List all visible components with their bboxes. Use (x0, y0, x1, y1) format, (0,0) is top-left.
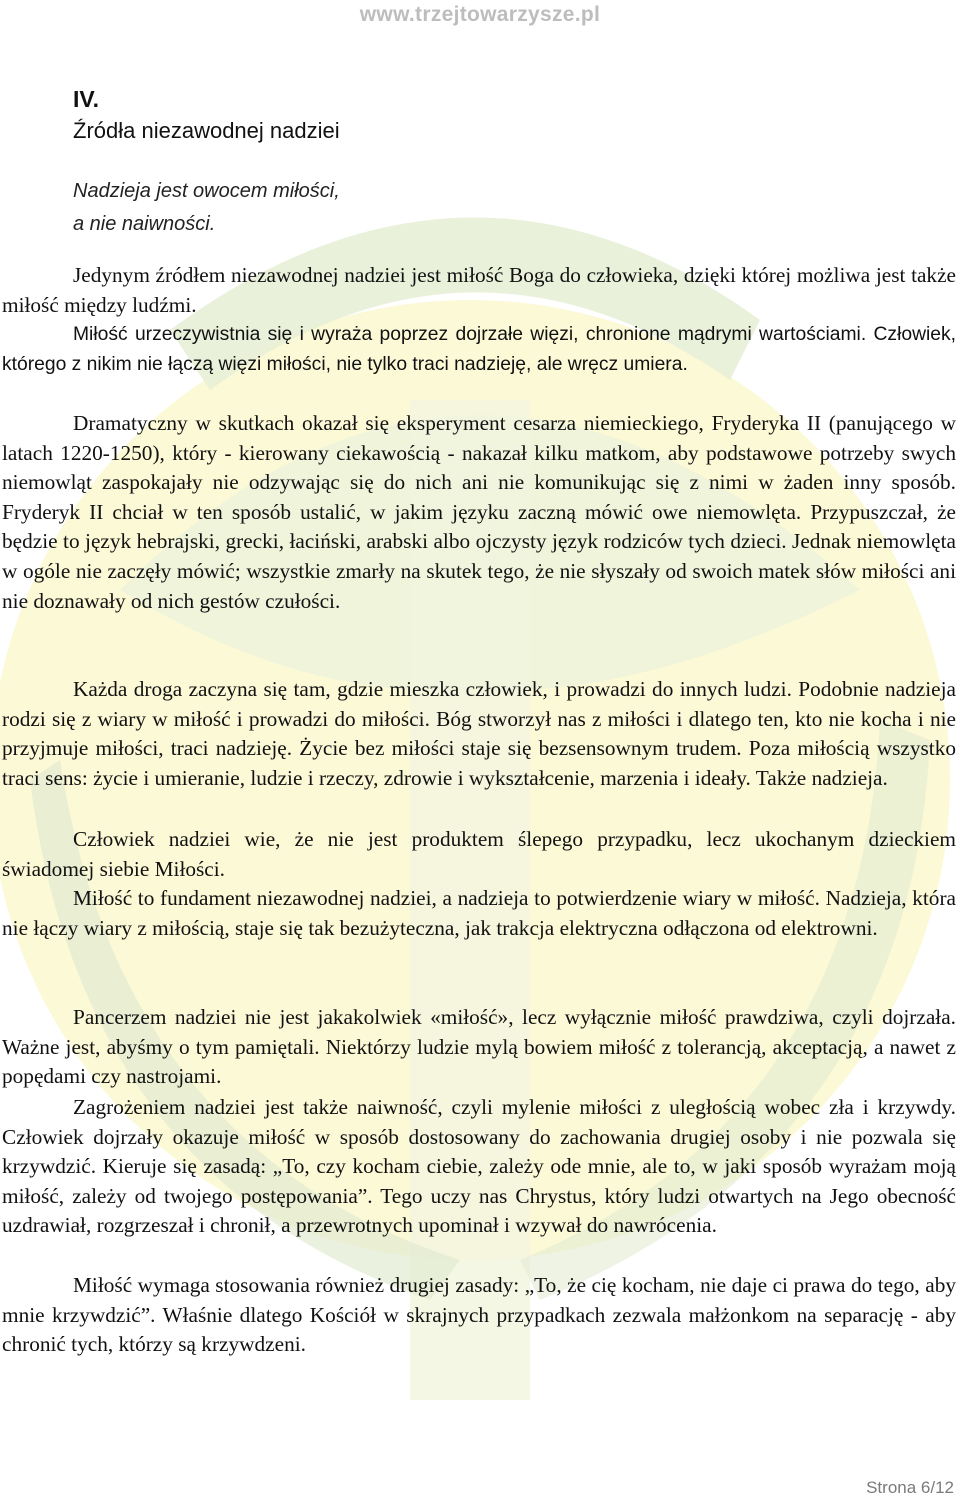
paragraph-3: Dramatyczny w skutkach okazał się eksperyment cesarza niemieckiego, Fryderyka II (panującego w latach 1220-1250), który - kierowany ciekawością - nakazał kilku matkom, aby podstawowe potrzeby swych niemowląt zaspokajały nie odzywając się do nich ani nie komunikując się z nimi w żaden inny sposób. Fryderyk II chciał w ten sposób ustalić, w jakim języku zaczną mówić owe niemowlęta. Przypuszczał, że będzie to język hebrajski, grecki, łaciński, arabski albo ojczysty język rodziców tych dzieci. Jednak niemowlęta w ogóle nie zaczęły mówić; wszystkie zmarły na skutek tego, że nie słyszały od swoich matek słów miłości ani nie doznawały od nich gestów czułości. (2, 411, 956, 613)
paragraph-7: Pancerzem nadziei nie jest jakakolwiek «miłość», lecz wyłącznie miłość prawdziwa, czyli dojrzała. Ważne jest, abyśmy o tym pamiętali. Niektórzy ludzie mylą bowiem miłość z tolerancją, akceptacją, a nawet z popędami czy nastrojami. (2, 1005, 956, 1089)
chapter-title: Źródła niezawodnej nadziei (73, 118, 340, 143)
paragraph-8: Zagrożeniem nadziei jest także naiwność, czyli mylenie miłości z uległością wobec zła i krzywdy. Człowiek dojrzały okazuje miłość w sposób dostosowany do zachowania drugiej osoby i nie pozwala się krzywdzić. Kieruje się zasadą: „To, czy kocham ciebie, zależy ode mnie, ale to, w jaki sposób wyrażam moją miłość, zależy od twojego postępowania”. Tego uczy nas Chrystus, który ludzi otwartych na Jego obecność uzdrawiał, rozgrzeszał i chronił, a przewrotnych upominał i wzywał do nawrócenia. (2, 1095, 956, 1238)
page-number: Strona 6/12 (866, 1478, 954, 1497)
site-url[interactable]: www.trzejtowarzysze.pl (359, 3, 601, 26)
paragraph-6: Miłość to fundament niezawodnej nadziei, a nadzieja to potwierdzenie wiary w miłość. Nadzieja, która nie łączy wiary z miłością, staje się tak bezużyteczna, jak trakcja elektryczna odłączona od elektrowni. (2, 886, 956, 940)
epigraph-line-2: a nie naiwności. (73, 213, 216, 235)
epigraph (73, 175, 340, 241)
paragraph-9: Miłość wymaga stosowania również drugiej zasady: „To, że cię kocham, nie daje ci prawa do tego, aby mnie krzywdzić”. Właśnie dlatego Kościół w skrajnych przypadkach zezwala małżonkom na separację - aby chronić tych, którzy są krzywdzeni. (2, 1273, 956, 1357)
paragraph-5: Człowiek nadziei wie, że nie jest produktem ślepego przypadku, lecz ukochanym dzieckiem świadomej siebie Miłości. (2, 827, 956, 881)
paragraph-4: Każda droga zaczyna się tam, gdzie mieszka człowiek, i prowadzi do innych ludzi. Podobnie nadzieja rodzi się z wiary w miłość i prowadzi do miłości. Bóg stworzył nas z miłości i dlatego ten, kto nie kocha i nie przyjmuje miłości, traci nadzieję. Życie bez miłości staje się bezsensownym trudem. Poza miłością wszystko traci sens: życie i umieranie, ludzie i rzeczy, zdrowie i wykształcenie, marzenia i ideały. Także nadzieja. (2, 677, 956, 790)
paragraph-2: Miłość urzeczywistnia się i wyraża poprzez dojrzałe więzi, chronione mądrymi wartościami. Człowiek, którego z nikim nie łączą więzi miłości, nie tylko traci nadzieję, ale wręcz umiera. (2, 324, 956, 375)
chapter-number: IV. (73, 86, 100, 112)
epigraph-line-1: Nadzieja jest owocem miłości, (73, 180, 340, 202)
paragraph-1: Jedynym źródłem niezawodnej nadziei jest miłość Boga do człowieka, dzięki której możliwa jest także miłość między ludźmi. (2, 263, 956, 317)
